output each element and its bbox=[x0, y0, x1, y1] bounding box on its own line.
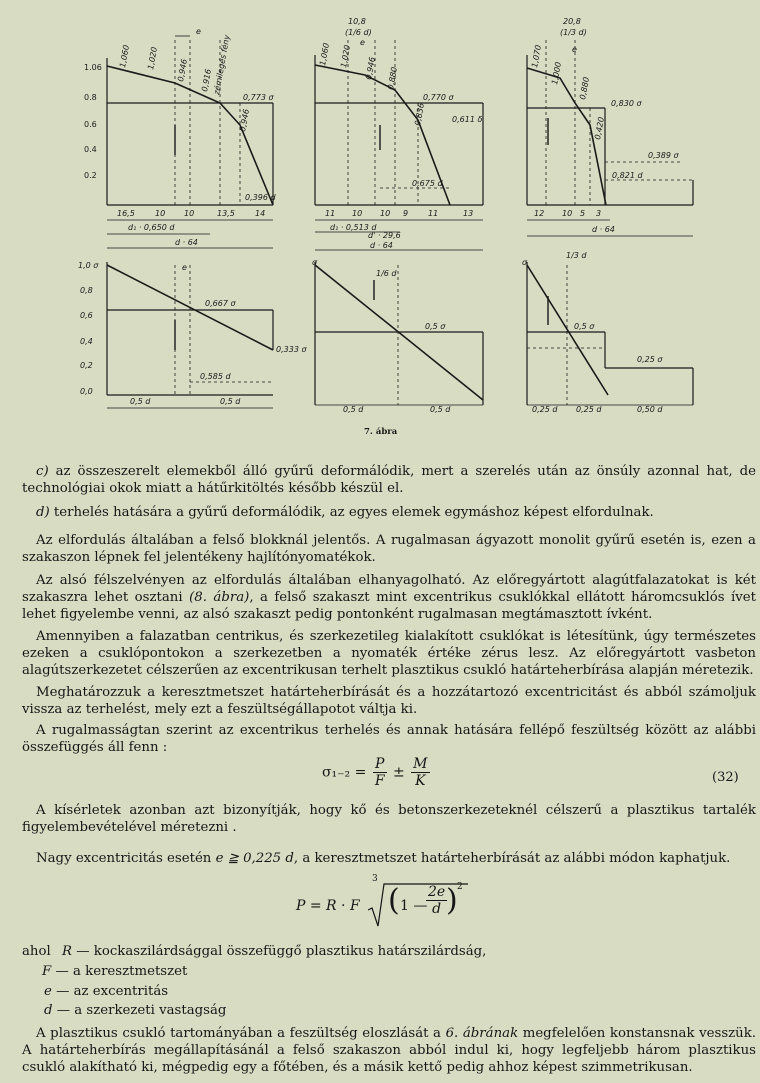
p4-ytick-5: 0,0 bbox=[80, 387, 93, 396]
panel-1 bbox=[84, 27, 276, 248]
definition-d bbox=[44, 1002, 226, 1019]
p3-top-dim-0: 20,8 bbox=[563, 17, 581, 26]
def-text-d: — a szerkezeti vastagság bbox=[52, 1003, 227, 1018]
paragraph-7 bbox=[22, 722, 756, 756]
def-text-R: — kockaszilárdsággal összefüggő plasztikus határszilárdság, bbox=[72, 944, 487, 959]
paragraph-5 bbox=[22, 628, 756, 679]
eq-plastic-paren-close-icon: ) bbox=[446, 883, 458, 918]
paragraph-8 bbox=[22, 802, 756, 836]
eq-plastic-num: 2e bbox=[428, 884, 446, 900]
paragraph-d bbox=[22, 504, 756, 521]
paragraph-9-condition: e ≧ 0,225 d bbox=[215, 851, 294, 866]
p1-ytick-0: 1.06 bbox=[84, 63, 102, 72]
panel-4 bbox=[78, 261, 307, 408]
p1-dim-3: 13,5 bbox=[217, 209, 235, 218]
p1-curve-label-4: 0,946 bbox=[238, 108, 251, 133]
p1-curve-label-5: zémilegés fény bbox=[212, 34, 232, 96]
p4-ytick-4: 0,2 bbox=[80, 361, 93, 370]
figure-caption: 7. ábra bbox=[364, 427, 398, 437]
p2-curve-label-0: 1,060 bbox=[318, 42, 331, 67]
p1-dimline-1: d · 64 bbox=[175, 238, 198, 247]
p2-label-1: 0,611 δ bbox=[452, 115, 483, 124]
p2-dim-0: 11 bbox=[325, 209, 336, 218]
p1-curve-label-1: 1,020 bbox=[146, 46, 159, 71]
paragraph-4-text-a: Az alsó félszelvényen az elfordulás általában elhanyagolható. Az előregyártott alagútfalazatokat is két szakaszra lehet osztani bbox=[22, 573, 756, 605]
eq-plastic-exponent: 2 bbox=[457, 882, 463, 892]
p3-dim-2: 5 bbox=[580, 209, 586, 218]
p5-dim-0: 0,5 d bbox=[343, 405, 364, 414]
eq32-f1-num: P bbox=[373, 756, 387, 773]
paragraph-9-text-a: Nagy excentricitás esetén bbox=[36, 851, 216, 866]
p2-dim-4: 11 bbox=[428, 209, 439, 218]
definition-e bbox=[44, 983, 168, 1000]
eq-plastic-root-index: 3 bbox=[372, 874, 378, 884]
def-symbol-e: e bbox=[44, 984, 52, 999]
p4-label-2: 0,585 d bbox=[200, 372, 231, 381]
p2-label-0: 0,770 σ bbox=[423, 93, 454, 102]
paragraph-3-text: Az elfordulás általában a felső blokknál jelentős. A rugalmasan ágyazott monolit gyűrű esetén is, ezen a szakaszon lépnek fel jelentékeny hajlítónyomatékok. bbox=[22, 533, 756, 565]
paragraph-10-text-b: megfelelően konstansnak vesszük. A határteherbírás megállapításánál a felső szakaszon abból indul ki, hogy legfeljebb három plasztikus csukló alakítható ki, mégpedig egy a főtében, és a másik kettő pedig ahhoz képest szimmetrikusan. bbox=[22, 1026, 757, 1075]
p3-curve-label-2: 0,880 bbox=[578, 76, 591, 101]
p6-label-1: 0,25 σ bbox=[637, 355, 663, 364]
p1-ytick-1: 0.8 bbox=[84, 93, 97, 102]
p2-dim-3: 9 bbox=[403, 209, 409, 218]
p2-dimline-0: d₁ · 0,513 d bbox=[330, 223, 377, 232]
eq-plastic-lhs: P = R · F bbox=[296, 898, 360, 914]
p2-dimline-1: d' · 29,6 bbox=[368, 231, 401, 240]
p3-curve-label-1: 1,000 bbox=[550, 61, 563, 86]
paragraph-3 bbox=[22, 532, 756, 566]
p5-top-dim-0: 1/6 d bbox=[376, 269, 397, 278]
eq32-f2-den: K bbox=[415, 773, 426, 789]
paragraph-7-text: A rugalmasságtan szerint az excentrikus terhelés és annak hatására fellépő feszültség között az alábbi összefüggés áll fenn : bbox=[22, 723, 756, 755]
p1-dimline-0: d₁ · 0,650 d bbox=[128, 223, 175, 232]
definition-R bbox=[62, 943, 486, 960]
definitions-intro: ahol bbox=[22, 944, 51, 959]
p3-dimline-0: d · 64 bbox=[592, 225, 615, 234]
eq32-f2-num: M bbox=[413, 756, 428, 772]
p6-top-dim-0: 1/3 d bbox=[566, 251, 587, 260]
def-text-e: — az excentritás bbox=[51, 984, 169, 999]
p2-dim-1: 10 bbox=[352, 209, 363, 218]
p2-top-dim-2: e bbox=[360, 38, 365, 47]
p2-curve-label-2: 0,946 bbox=[364, 56, 377, 81]
p2-dimline-2: d · 64 bbox=[370, 241, 393, 250]
p6-ytick-0: σ bbox=[522, 258, 528, 267]
p4-dim-0: 0,5 d bbox=[130, 397, 151, 406]
p4-ytick-0: 1,0 σ bbox=[78, 261, 99, 270]
equation-32-number: (32) bbox=[712, 770, 739, 785]
p1-dim-4: 14 bbox=[255, 209, 266, 218]
p3-top-dim-2: e bbox=[572, 45, 577, 54]
panel-5 bbox=[312, 258, 483, 414]
p4-ytick-1: 0,8 bbox=[80, 286, 93, 295]
paragraph-4 bbox=[22, 572, 756, 623]
p4-ytick-3: 0,4 bbox=[80, 337, 93, 346]
paragraph-c bbox=[22, 463, 756, 497]
p5-dim-1: 0,5 d bbox=[430, 405, 451, 414]
p6-dim-2: 0,50 d bbox=[637, 405, 663, 414]
p6-dim-0: 0,25 d bbox=[532, 405, 558, 414]
p2-dim-2: 10 bbox=[380, 209, 391, 218]
paragraph-6-text: Meghatározzuk a keresztmetszet határteherbírását és a hozzátartozó excentricitást és abból számoljuk vissza az terhelést, mely ezt a feszültségállapotot váltja ki. bbox=[22, 685, 756, 717]
equation-plastic bbox=[296, 874, 496, 930]
p3-label-2: 0,821 d bbox=[612, 171, 643, 180]
p1-e-label: e bbox=[196, 27, 201, 36]
p2-curve-label-1: 1,020 bbox=[339, 44, 352, 69]
p5-label-0: 0,5 σ bbox=[425, 322, 446, 331]
paragraph-9 bbox=[22, 850, 756, 867]
figure-ref-8: (8. ábra) bbox=[189, 590, 250, 605]
p4-e-label: e bbox=[182, 263, 187, 272]
eq32-f1-den: F bbox=[374, 773, 385, 789]
eq-plastic-paren-open-icon: ( bbox=[388, 883, 400, 918]
p4-dim-1: 0,5 d bbox=[220, 397, 241, 406]
paragraph-c-text: az összeszerelt elemekből álló gyűrű deformálódik, mert a szerelés után az önsúly azonnal hat, de technológiai okok miatt a hátűrkitöltés később készül el. bbox=[22, 464, 756, 496]
panel-3 bbox=[527, 17, 693, 236]
p3-dim-3: 3 bbox=[596, 209, 602, 218]
p2-top-dim-0: 10,8 bbox=[348, 17, 366, 26]
paragraph-5-text: Amennyiben a falazatban centrikus, és szerkezetileg kialakított csuklókat is létesítünk, úgy természetes ezeken a csuklópontokon a szerkezetben a nyomaték értéke zérus lesz. Az előregyártott vasbeton alagútszerkezetet célszerűen az excentrikusan terhelt plasztikus csukló határteherbírása alapján méretezik. bbox=[22, 629, 756, 678]
p1-ytick-4: 0.2 bbox=[84, 171, 97, 180]
p2-top-dim-1: (1/6 d) bbox=[345, 28, 372, 37]
def-symbol-F: F bbox=[42, 964, 52, 979]
item-tag-d: d) bbox=[36, 505, 50, 520]
paragraph-10 bbox=[22, 1025, 756, 1076]
p1-dim-1: 10 bbox=[155, 209, 166, 218]
p3-top-dim-1: (1/3 d) bbox=[560, 28, 587, 37]
paragraph-4-text-b: , a felső szakaszt mint excentrikus csuklókkal ellátott háromcsuklós ívet lehet figyelembe venni, az alsó szakaszt pedig pontonként rugalmasan megtámasztott ívként. bbox=[22, 590, 757, 622]
def-symbol-R: R bbox=[62, 944, 73, 959]
p1-dim-2: 10 bbox=[184, 209, 195, 218]
p4-label-0: 0,667 σ bbox=[205, 299, 236, 308]
p1-ytick-3: 0.4 bbox=[84, 145, 97, 154]
equation-32 bbox=[322, 756, 432, 789]
panel-6 bbox=[522, 251, 693, 414]
p6-dim-1: 0,25 d bbox=[576, 405, 602, 414]
eq32-pm: ± bbox=[392, 764, 405, 781]
p5-ytick-0: σ bbox=[312, 258, 318, 267]
p1-dim-0: 16,5 bbox=[117, 209, 135, 218]
p2-curve-label-4: 0,836 bbox=[413, 102, 426, 127]
paragraph-9-text-b: , a keresztmetszet határteherbírását az alábbi módon kaphatjuk. bbox=[293, 851, 731, 866]
eq32-lhs: σ₁₋₂ = bbox=[322, 764, 367, 781]
p1-label-0: 0,773 σ bbox=[243, 93, 274, 102]
def-text-F: — a keresztmetszet bbox=[51, 964, 188, 979]
p1-curve-label-2: 0,946 bbox=[176, 58, 189, 83]
p1-ytick-2: 0.6 bbox=[84, 120, 97, 129]
definition-F bbox=[42, 963, 187, 980]
item-tag-c: c) bbox=[36, 464, 49, 479]
panel-2 bbox=[315, 17, 483, 250]
p1-curve-label-3: 0,916 bbox=[200, 68, 213, 93]
p3-curve-label-0: 1,070 bbox=[530, 44, 543, 69]
eq-plastic-den: d bbox=[432, 901, 442, 917]
p1-curve-label-0: 1,060 bbox=[118, 44, 131, 69]
p4-label-1: 0,333 σ bbox=[276, 345, 307, 354]
p2-curve-label-3: 0,880 bbox=[386, 66, 399, 91]
paragraph-d-text: terhelés hatására a gyűrű deformálódik, az egyes elemek egymáshoz képest elfordulnak. bbox=[49, 505, 654, 520]
p4-ytick-2: 0,6 bbox=[80, 311, 93, 320]
figure-7 bbox=[0, 0, 760, 450]
figure-ref-6: 6. ábrának bbox=[445, 1026, 519, 1041]
p3-dim-0: 12 bbox=[534, 209, 545, 218]
p3-label-0: 0,830 σ bbox=[611, 99, 642, 108]
p2-label-2: 0,675 d bbox=[412, 179, 443, 188]
p2-dim-5: 13 bbox=[463, 209, 474, 218]
p1-label-2: 0,396 d bbox=[245, 193, 276, 202]
eq-plastic-inner: 1 — bbox=[400, 898, 428, 914]
paragraph-6 bbox=[22, 684, 756, 718]
p3-dim-1: 10 bbox=[562, 209, 573, 218]
p3-curve-label-3: 0,420 bbox=[593, 116, 606, 141]
paragraph-10-text-a: A plasztikus csukló tartományában a feszültség eloszlását a bbox=[36, 1026, 446, 1041]
p3-label-1: 0,389 σ bbox=[648, 151, 679, 160]
p6-label-0: 0,5 σ bbox=[574, 322, 595, 331]
def-symbol-d: d bbox=[44, 1003, 53, 1018]
paragraph-8-text: A kísérletek azonban azt bizonyítják, hogy kő és betonszerkezeteknél célszerű a plasztikus tartalék figyelembevételével méretezni . bbox=[22, 803, 756, 835]
